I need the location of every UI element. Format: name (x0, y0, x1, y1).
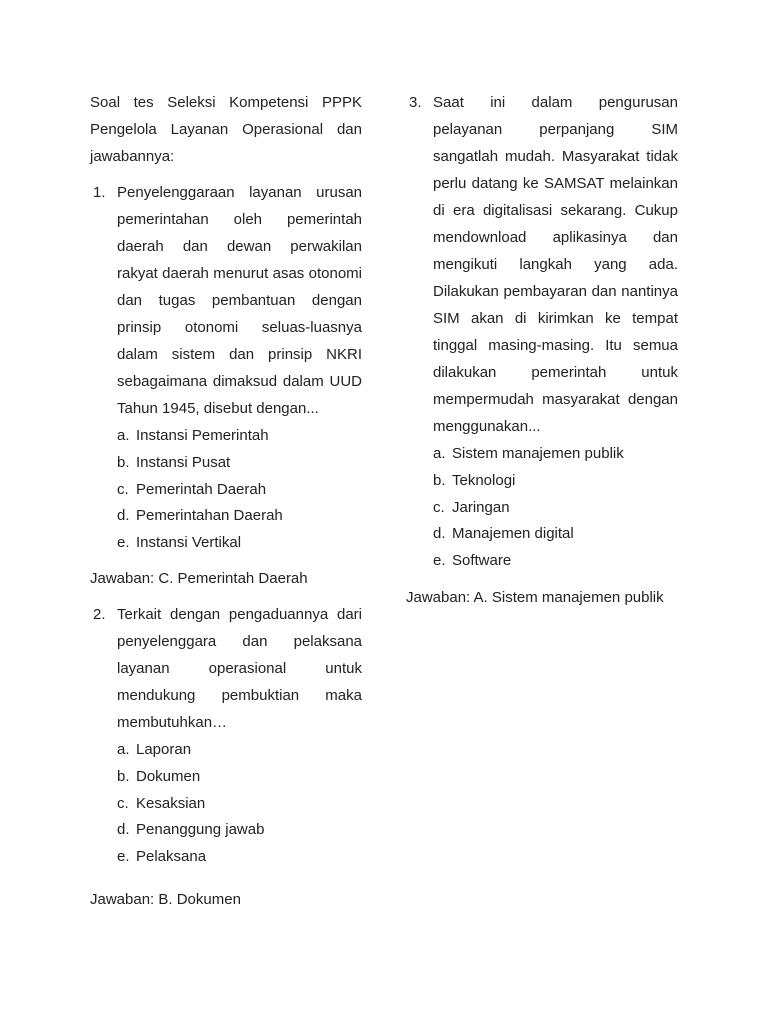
option-item (117, 843, 362, 870)
option-text: Instansi Pemerintah (136, 427, 269, 444)
option-text: Jaringan (452, 498, 510, 516)
question-3 (406, 89, 678, 574)
option-item (117, 422, 362, 449)
option-item (433, 440, 678, 467)
option-text: Pemerintah Daerah (136, 480, 267, 498)
option-letter: b. (117, 453, 130, 471)
option-item (433, 547, 678, 574)
option-item (117, 763, 362, 790)
option-letter: b. (117, 767, 130, 785)
option-letter: d. (117, 507, 130, 525)
option-text: Pelaksana (136, 848, 207, 866)
question-text: Saat ini dalam pengurusan pelayanan perpanjang SIM sangatlah mudah. Masyarakat tidak perlu datang ke SAMSAT melainkan di era digitalisasi sekarang. Cukup mendownload aplikasinya dan mengikuti langkah yang ada. Dilakukan pembayaran dan nantinya SIM akan di kirimkan ke tempat tinggal masing-masing. Itu semua dilakukan pemerintah untuk mempermudah masyarakat dengan menggunakan... (433, 94, 678, 435)
question-text: Terkait dengan pengaduannya dari penyelenggara dan pelaksana layanan operasional untuk mendukung pembuktian maka membutuhkan… (117, 605, 362, 731)
question-2 (90, 601, 362, 870)
option-text: Dokumen (136, 767, 201, 785)
answer-2: Jawaban: B. Dokumen (90, 890, 241, 908)
answer-3: Jawaban: A. Sistem manajemen publik (406, 588, 664, 606)
right-column (406, 89, 678, 611)
option-list (433, 440, 678, 574)
option-item (117, 476, 362, 503)
option-text: Pemerintahan Daerah (136, 507, 283, 525)
option-letter: d. (433, 525, 446, 543)
option-item (117, 529, 362, 556)
option-letter: c. (117, 794, 129, 812)
option-list (117, 422, 362, 556)
option-text: Manajemen digital (452, 525, 574, 543)
option-letter: d. (117, 821, 130, 839)
option-letter: e. (117, 848, 130, 866)
option-item (433, 520, 678, 547)
question-1 (90, 179, 362, 556)
option-item (433, 467, 678, 494)
option-letter: c. (433, 498, 445, 516)
document-intro: Soal tes Seleksi Kompetensi PPPK Pengelola Layanan Operasional dan jawabannya: (90, 94, 362, 165)
option-text: Laporan (136, 740, 192, 758)
question-number: 2. (93, 605, 106, 623)
option-letter: e. (433, 552, 446, 570)
option-text: Software (452, 552, 512, 570)
option-text: Penanggung jawab (136, 821, 265, 839)
answer-1: Jawaban: C. Pemerintah Daerah (90, 569, 308, 587)
question-text: Penyelenggaraan layanan urusan pemerintahan oleh pemerintah daerah dan dewan perwakilan rakyat daerah menurut asas otonomi dan tugas pembantuan dengan prinsip otonomi seluas-luasnya dalam sistem dan prinsip NKRI sebagaimana dimaksud dalam UUD Tahun 1945, disebut dengan... (117, 184, 362, 417)
option-text: Instansi Vertikal (136, 534, 242, 552)
option-letter: a. (433, 445, 446, 462)
option-text: Kesaksian (136, 794, 206, 812)
left-column (90, 89, 362, 913)
question-number: 1. (93, 184, 106, 201)
option-letter: b. (433, 471, 446, 489)
option-letter: a. (117, 740, 130, 758)
option-item (433, 494, 678, 521)
option-item (117, 736, 362, 763)
option-letter: e. (117, 534, 130, 552)
option-item (117, 816, 362, 843)
option-text: Teknologi (452, 471, 516, 489)
option-item (117, 790, 362, 817)
option-text: Instansi Pusat (136, 453, 231, 471)
option-item (117, 502, 362, 529)
option-list (117, 736, 362, 870)
option-letter: a. (117, 427, 130, 444)
question-number: 3. (409, 94, 422, 111)
option-letter: c. (117, 480, 129, 498)
option-text: Sistem manajemen publik (452, 445, 624, 462)
option-item (117, 449, 362, 476)
